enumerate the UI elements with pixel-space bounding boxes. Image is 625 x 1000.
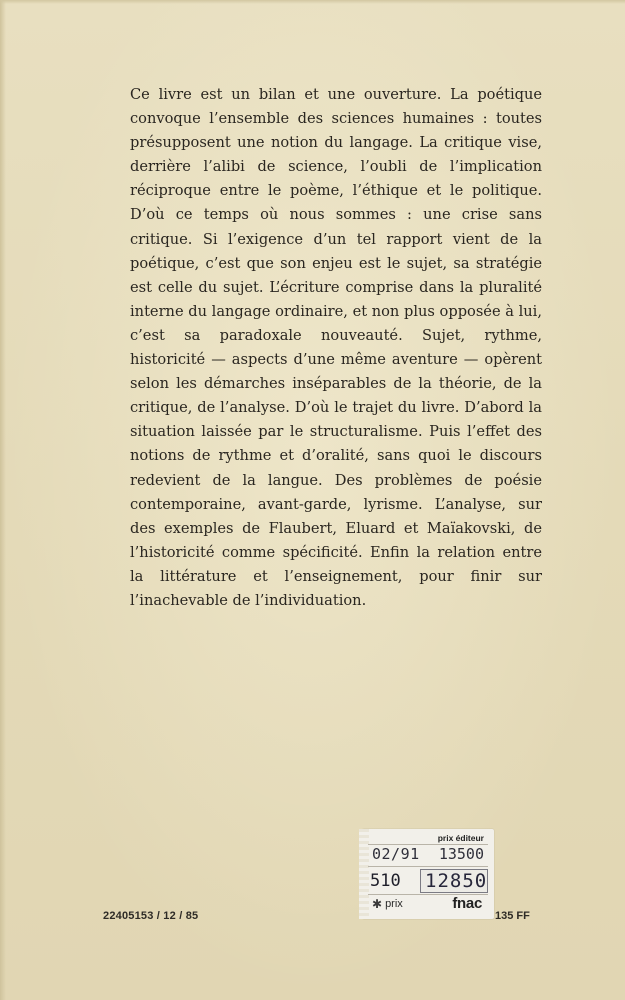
sticker-rule-middle: [368, 866, 488, 867]
cover-top-edge: [0, 0, 625, 4]
sticker-code: 510: [370, 871, 401, 891]
sticker-prix-text: prix: [385, 898, 403, 910]
cover-price: 135 FF: [495, 910, 530, 922]
asterisk-icon: ✱: [372, 897, 383, 911]
price-sticker: [362, 829, 494, 919]
sticker-price: 12850: [425, 870, 488, 892]
sticker-original-price: 13500: [438, 845, 484, 863]
sticker-price-row: [368, 869, 488, 893]
sticker-date: 02/91: [372, 845, 420, 863]
sticker-price-box: [420, 869, 488, 893]
cover-left-edge: [0, 0, 6, 1000]
sticker-label: prix éditeur: [437, 833, 484, 843]
back-cover-blurb: Ce livre est un bilan et une ouverture. La poétique convoque l’ensemble des sciences humaines : toutes présupposent une notion du langage. La critique vise, derrière l’alibi de science, l’oubli de l’implication réciproque entre le poème, l’éthique et le politique. D’où ce temps où nous sommes : une crise sans critique. Si l’exigence d’un tel rapport vient de la poétique, c’est que son enjeu est le sujet, sa stratégie est celle du sujet. L’écriture comprise dans la pluralité interne du langage ordinaire, et non plus opposée à lui, c’est sa paradoxale nouveauté. Sujet, rythme, historicité — aspects d’une même aventure — opèrent selon les démarches inséparables de la théorie, de la critique, de l’analyse. D’où le trajet du livre. D’abord la situation laissée par le structuralisme. Puis l’effet des notions de rythme et d’oralité, sans quoi le discours redevient de la langue. Des problèmes de poésie contemporaine, avant-garde, lyrisme. L’analyse, sur des exemples de Flaubert, Eluard et Maïakovski, de l’historicité comme spécificité. Enfin la relation entre la littérature et l’enseignement, pour finir sur l’inachevable de l’individuation.: [130, 86, 542, 609]
sticker-prix: [372, 897, 403, 911]
catalog-code: 22405153 / 12 / 85: [103, 910, 199, 922]
fnac-logo: fnac: [452, 895, 482, 912]
